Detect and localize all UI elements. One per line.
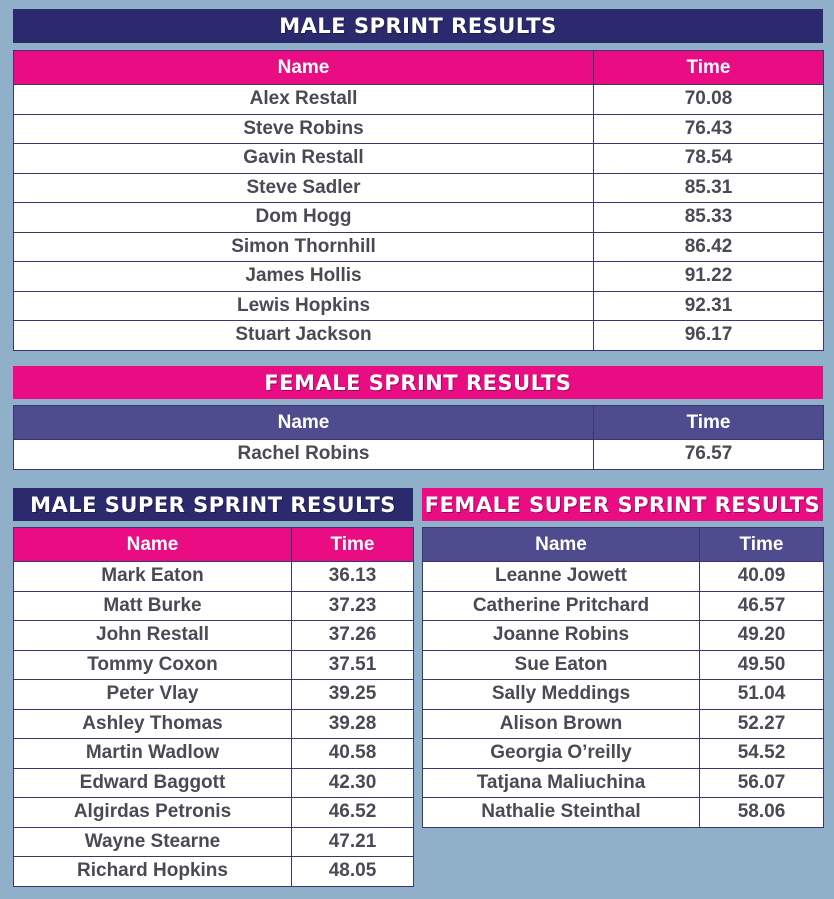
- name-cell: Steve Sadler: [14, 173, 594, 203]
- table-row: [423, 650, 824, 680]
- table-row: [14, 440, 824, 470]
- name-cell: Edward Baggott: [14, 768, 292, 798]
- time-cell: 86.42: [594, 232, 824, 262]
- table-row: [14, 827, 414, 857]
- table-row: [423, 621, 824, 651]
- time-cell: 40.09: [700, 562, 824, 592]
- name-cell: Gavin Restall: [14, 144, 594, 174]
- table-row: [14, 114, 824, 144]
- time-cell: 48.05: [292, 857, 414, 887]
- name-cell: Alex Restall: [14, 85, 594, 115]
- name-cell: Martin Wadlow: [14, 739, 292, 769]
- time-cell: 92.31: [594, 291, 824, 321]
- column-header-name: Name: [14, 406, 594, 440]
- time-cell: 39.25: [292, 680, 414, 710]
- time-cell: 36.13: [292, 562, 414, 592]
- time-cell: 96.17: [594, 321, 824, 351]
- name-cell: Matt Burke: [14, 591, 292, 621]
- time-cell: 49.20: [700, 621, 824, 651]
- name-cell: Algirdas Petronis: [14, 798, 292, 828]
- table-row: [14, 621, 414, 651]
- table-row: [14, 857, 414, 887]
- time-cell: 70.08: [594, 85, 824, 115]
- table-row: [14, 709, 414, 739]
- table-row: [14, 321, 824, 351]
- table-row: [14, 680, 414, 710]
- table-row: [14, 85, 824, 115]
- male-super-sprint-title: MALE SUPER SPRINT RESULTS: [13, 488, 413, 521]
- table-header-row: [14, 406, 824, 440]
- table-row: [423, 591, 824, 621]
- time-cell: 56.07: [700, 768, 824, 798]
- table-row: [14, 232, 824, 262]
- time-cell: 39.28: [292, 709, 414, 739]
- male-sprint-table: [13, 50, 824, 351]
- column-header-time: Time: [594, 51, 824, 85]
- male-super-sprint-table: [13, 527, 414, 887]
- table-row: [423, 798, 824, 828]
- time-cell: 85.33: [594, 203, 824, 233]
- table-row: [14, 739, 414, 769]
- time-cell: 42.30: [292, 768, 414, 798]
- name-cell: Alison Brown: [423, 709, 700, 739]
- female-super-sprint-table: [422, 527, 824, 828]
- column-header-name: Name: [14, 528, 292, 562]
- name-cell: Joanne Robins: [423, 621, 700, 651]
- name-cell: Leanne Jowett: [423, 562, 700, 592]
- table-row: [423, 768, 824, 798]
- table-row: [14, 173, 824, 203]
- table-row: [423, 680, 824, 710]
- name-cell: Steve Robins: [14, 114, 594, 144]
- name-cell: Mark Eaton: [14, 562, 292, 592]
- column-header-name: Name: [423, 528, 700, 562]
- name-cell: Wayne Stearne: [14, 827, 292, 857]
- name-cell: Rachel Robins: [14, 440, 594, 470]
- female-sprint-title: FEMALE SPRINT RESULTS: [13, 366, 823, 399]
- column-header-time: Time: [292, 528, 414, 562]
- time-cell: 54.52: [700, 739, 824, 769]
- table-header-row: [423, 528, 824, 562]
- name-cell: Nathalie Steinthal: [423, 798, 700, 828]
- name-cell: Catherine Pritchard: [423, 591, 700, 621]
- time-cell: 37.51: [292, 650, 414, 680]
- female-super-sprint-title: FEMALE SUPER SPRINT RESULTS: [422, 488, 823, 521]
- table-row: [423, 562, 824, 592]
- time-cell: 40.58: [292, 739, 414, 769]
- table-row: [14, 562, 414, 592]
- table-header-row: [14, 528, 414, 562]
- time-cell: 76.57: [594, 440, 824, 470]
- time-cell: 46.57: [700, 591, 824, 621]
- time-cell: 37.23: [292, 591, 414, 621]
- column-header-time: Time: [594, 406, 824, 440]
- time-cell: 51.04: [700, 680, 824, 710]
- name-cell: Sally Meddings: [423, 680, 700, 710]
- table-row: [14, 798, 414, 828]
- name-cell: Simon Thornhill: [14, 232, 594, 262]
- column-header-time: Time: [700, 528, 824, 562]
- female-sprint-table: [13, 405, 824, 470]
- name-cell: Stuart Jackson: [14, 321, 594, 351]
- name-cell: Sue Eaton: [423, 650, 700, 680]
- table-row: [14, 591, 414, 621]
- name-cell: Dom Hogg: [14, 203, 594, 233]
- table-row: [14, 768, 414, 798]
- table-row: [14, 203, 824, 233]
- name-cell: Peter Vlay: [14, 680, 292, 710]
- column-header-name: Name: [14, 51, 594, 85]
- table-row: [14, 262, 824, 292]
- time-cell: 76.43: [594, 114, 824, 144]
- table-header-row: [14, 51, 824, 85]
- name-cell: John Restall: [14, 621, 292, 651]
- time-cell: 58.06: [700, 798, 824, 828]
- name-cell: Tatjana Maliuchina: [423, 768, 700, 798]
- time-cell: 91.22: [594, 262, 824, 292]
- time-cell: 49.50: [700, 650, 824, 680]
- name-cell: Georgia O’reilly: [423, 739, 700, 769]
- table-row: [423, 739, 824, 769]
- table-row: [14, 650, 414, 680]
- name-cell: Richard Hopkins: [14, 857, 292, 887]
- time-cell: 46.52: [292, 798, 414, 828]
- time-cell: 47.21: [292, 827, 414, 857]
- name-cell: James Hollis: [14, 262, 594, 292]
- name-cell: Tommy Coxon: [14, 650, 292, 680]
- time-cell: 37.26: [292, 621, 414, 651]
- name-cell: Ashley Thomas: [14, 709, 292, 739]
- time-cell: 52.27: [700, 709, 824, 739]
- table-row: [14, 291, 824, 321]
- table-row: [423, 709, 824, 739]
- male-sprint-title: MALE SPRINT RESULTS: [13, 9, 823, 43]
- name-cell: Lewis Hopkins: [14, 291, 594, 321]
- time-cell: 85.31: [594, 173, 824, 203]
- table-row: [14, 144, 824, 174]
- time-cell: 78.54: [594, 144, 824, 174]
